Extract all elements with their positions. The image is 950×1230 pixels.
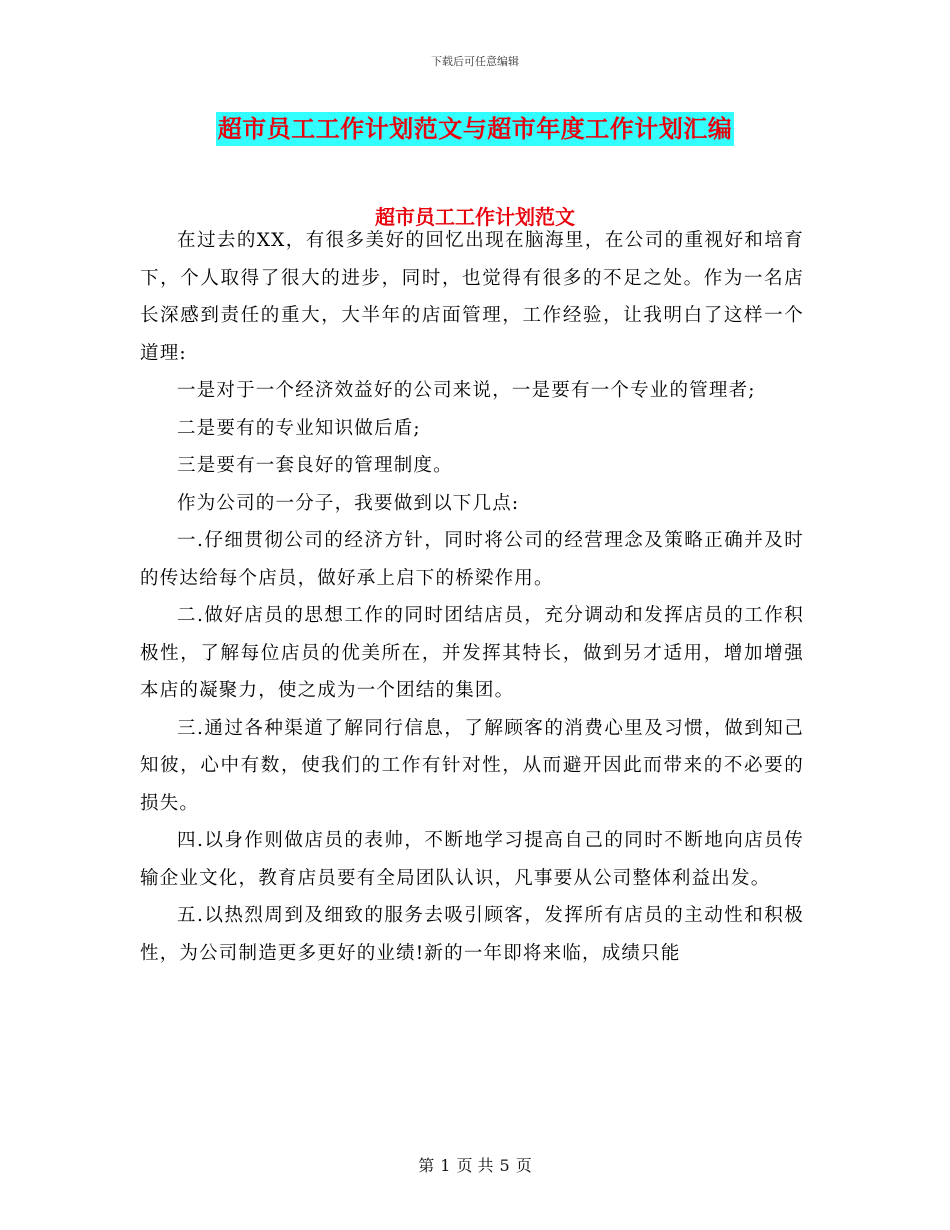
- main-title-container: [0, 112, 950, 146]
- paragraph-intro: 在过去的XX，有很多美好的回忆出现在脑海里，在公司的重视好和培育下，个人取得了很大的进步，同时，也觉得有很多的不足之处。作为一名店长深感到责任的重大，大半年的店面管理，工作经验，让我明白了这样一个道理:: [140, 230, 804, 364]
- paragraph-duties-intro: 作为公司的一分子，我要做到以下几点:: [177, 492, 520, 514]
- footer-suffix: 页: [515, 1156, 532, 1175]
- paragraph-point-1: 一是对于一个经济效益好的公司来说，一是要有一个专业的管理者;: [177, 380, 756, 401]
- page-footer: [0, 1153, 950, 1176]
- paragraph-duty-5: 五.以热烈周到及细致的服务去吸引顾客，发挥所有店员的主动性和积极性，为公司制造更多更好的业绩!新的一年即将来临，成绩只能: [140, 905, 804, 964]
- paragraph-duty-3: 三.通过各种渠道了解同行信息，了解顾客的消费心里及习惯，做到知己知彼，心中有数，使我们的工作有针对性，从而避开因此而带来的不必要的损失。: [140, 717, 804, 814]
- section-title: 超市员工工作计划范文: [375, 205, 575, 229]
- paragraph-duty-1: 一.仔细贯彻公司的经济方针，同时将公司的经营理念及策略正确并及时的传达给每个店员，做好承上启下的桥梁作用。: [140, 530, 804, 589]
- footer-page-number: 1: [440, 1156, 451, 1175]
- document-body: [140, 222, 804, 972]
- footer-total-pages: 5: [499, 1156, 510, 1175]
- paragraph-point-3: 三是要有一套良好的管理制度。: [177, 455, 453, 476]
- document-main-title: 超市员工工作计划范文与超市年度工作计划汇编: [216, 112, 735, 146]
- paragraph-duty-2: 二.做好店员的思想工作的同时团结店员，充分调动和发挥店员的工作积极性，了解每位店员的优美所在，并发挥其特长，做到另才适用，增加增强本店的凝聚力，使之成为一个团结的集团。: [140, 605, 804, 701]
- paragraph-duty-4: 四.以身作则做店员的表帅，不断地学习提高自己的同时不断地向店员传输企业文化，教育店员要有全局团队认识，凡事要从公司整体利益出发。: [140, 830, 804, 889]
- paragraph-point-2: 二是要有的专业知识做后盾;: [177, 417, 421, 439]
- page-header-note: 下载后可任意编辑: [431, 55, 519, 68]
- footer-middle: 页 共: [456, 1156, 494, 1175]
- footer-prefix: 第: [418, 1156, 435, 1175]
